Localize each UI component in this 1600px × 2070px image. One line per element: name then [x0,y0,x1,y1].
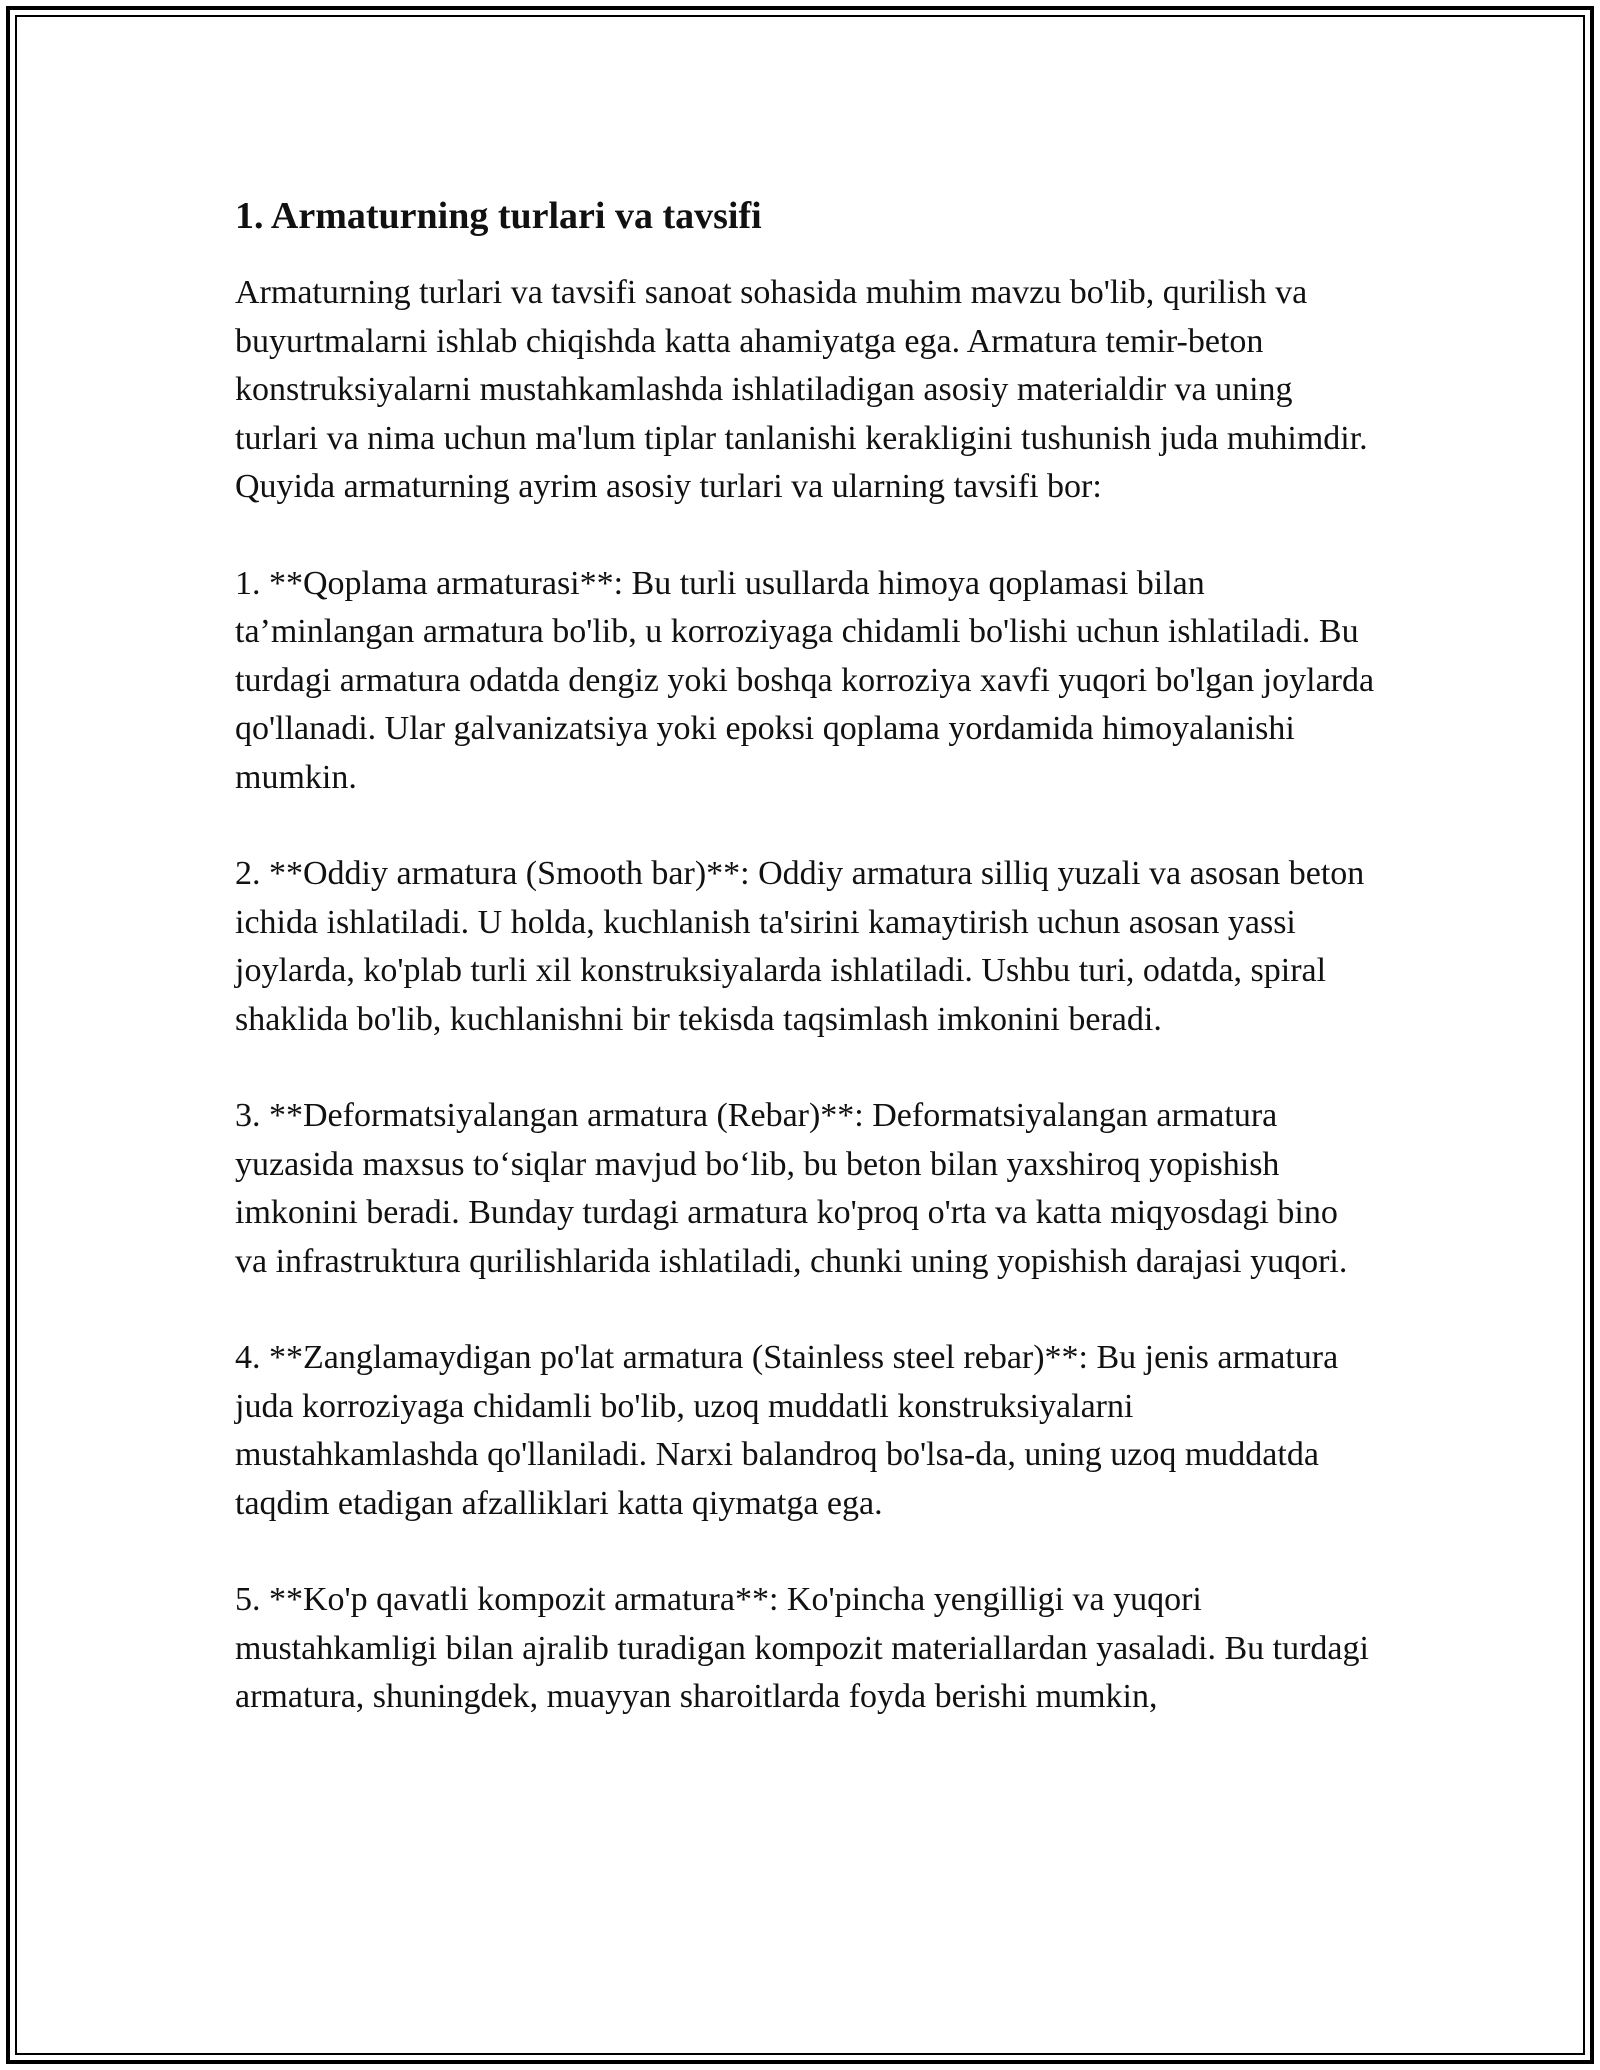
intro-paragraph: Armaturning turlari va tavsifi sanoat sohasida muhim mavzu bo'lib, qurilish va buyurtmalarni ishlab chiqishda katta ahamiyatga ega. Armatura temir-beton konstruksiyalarni mustahkamlashda ishlatiladigan asosiy materialdir va uning turlari va nima uchun ma'lum tiplar tanlanishi kerakligini tushunish juda muhimdir. Quyida armaturning ayrim asosiy turlari va ularning tavsifi bor: [235,274,1368,505]
list-item-kompozit-armatura: 5. **Ko'p qavatli kompozit armatura**: Ko'pincha yengilligi va yuqori mustahkamligi bilan ajralib turadigan kompozit materiallardan yasaladi. Bu turdagi armatura, shuningdek, muayyan sharoitlarda foyda berishi mumkin, [235,1581,1369,1715]
document-body [235,188,1375,1722]
section-heading: 1. Armaturning turlari va tavsifi [235,195,762,237]
list-item-qoplama-armaturasi: 1. **Qoplama armaturasi**: Bu turli usullarda himoya qoplamasi bilan ta’minlangan armatura bo'lib, u korroziyaga chidamli bo'lishi uchun ishlatiladi. Bu turdagi armatura odatda dengiz yoki boshqa korroziya xavfi yuqori bo'lgan joylarda qo'llanadi. Ular galvanizatsiya yoki epoksi qoplama yordamida himoyalanishi mumkin. [235,564,1375,796]
list-item-deformatsiyalangan-armatura: 3. **Deformatsiyalangan armatura (Rebar)**: Deformatsiyalangan armatura yuzasida maxsus to‘siqlar mavjud bo‘lib, bu beton bilan yaxshiroq yopishish imkonini beradi. Bunday turdagi armatura ko'proq o'rta va katta miqyosdagi bino va infrastruktura qurilishlarida ishlatiladi, chunki uning yopishish darajasi yuqori. [235,1097,1348,1280]
list-item-zanglamaydigan-armatura: 4. **Zanglamaydigan po'lat armatura (Stainless steel rebar)**: Bu jenis armatura juda korroziyaga chidamli bo'lib, uzoq muddatli konstruksiyalarni mustahkamlashda qo'llaniladi. Narxi balandroq bo'lsa-da, uning uzoq muddatda taqdim etadigan afzalliklari katta qiymatga ega. [235,1339,1339,1522]
list-item-oddiy-armatura: 2. **Oddiy armatura (Smooth bar)**: Oddiy armatura silliq yuzali va asosan beton ichida ishlatiladi. U holda, kuchlanish ta'sirini kamaytirish uchun asosan yassi joylarda, ko'plab turli xil konstruksiyalarda ishlatiladi. Ushbu turi, odatda, spiral shaklida bo'lib, kuchlanishni bir tekisda taqsimlash imkonini beradi. [235,855,1365,1038]
